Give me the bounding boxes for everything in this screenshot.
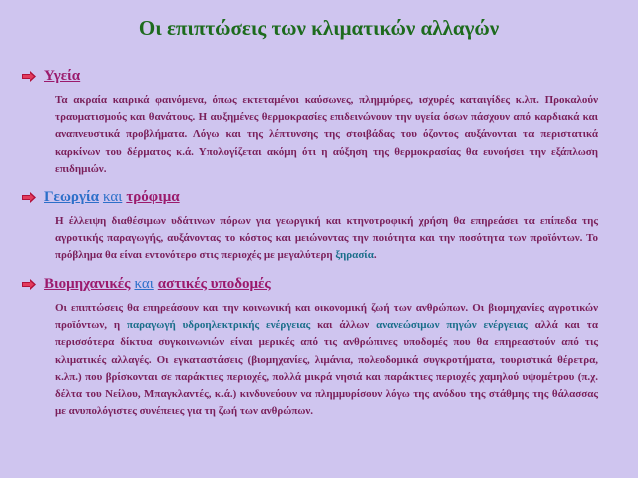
industry-text-2: και άλλων (310, 319, 377, 332)
agriculture-link[interactable]: Γεωργία (44, 189, 99, 205)
industry-text-1: Οι επιπτώσεις θα επηρεάσουν και την κοινωνική και οικονομική ζωή των ανθρώπων. Οι βιομηχανίες αγροτικών προϊόντων, η (55, 302, 598, 332)
hydroelectric-link[interactable]: παραγωγή υδροηλεκτρικής ενέργειας (126, 319, 311, 332)
industry-paragraph (55, 300, 598, 420)
agriculture-text-end: . (373, 249, 377, 262)
industry-link[interactable]: Βιομηχανικές (44, 276, 131, 292)
agriculture-text: Η έλλειψη διαθέσιμων υδάτινων πόρων για γεωργική και κτηνοτροφική χρήση θα επηρεάσει τα επίπεδα της αγροτικής παραγωγής, αυξάνοντας το κόστος και μειώνοντας την ποιότητα και την ποσότητα των προϊόντων. Το πρόβλημα θα είναι εντονότερο στις περιοχές με μεγαλύτερη (55, 215, 598, 262)
heading-connector-text: και (134, 276, 154, 292)
section-heading-agriculture (36, 189, 180, 206)
health-link[interactable]: Υγεία (44, 68, 81, 84)
section-heading-industry (36, 276, 271, 293)
arrow-bullet-icon (22, 192, 36, 203)
agriculture-paragraph (55, 213, 598, 265)
arrow-bullet-icon (22, 279, 36, 290)
urban-infrastructure-link[interactable]: αστικές υποδομές (157, 276, 271, 292)
section-heading-health (36, 68, 80, 85)
industry-text-3: αλλά και τα περισσότερα δίκτυα συγκοινωνιών είναι μερικές από τις ανθρώπινες υποδομές που θα επηρεαστούν από τις κλιματικές αλλαγές. Οι εγκαταστάσεις (βιομηχανίες, λιμάνια, πολεοδομικά συγκροτήματα, τουριστικά θέρετρα, κ.λπ.) που βρίσκονται σε παράκτιες περιοχές, πολλά μικρά νησιά και παράκτιες περιοχές χαμηλού υψομέτρου (π.χ. δέλτα του Νείλου, Μπαγκλαντές, κ.ά.) κινδυνεύουν να πλημμυρίσουν λόγω της ανόδου της στάθμης της θάλασσας με ανυπολόγιστες συνέπειες για τη ζωή των ανθρώπων. (55, 319, 598, 418)
food-link[interactable]: τρόφιμα (126, 189, 180, 205)
heading-connector-text: και (102, 189, 123, 205)
drought-link[interactable]: ξηρασία (335, 249, 374, 262)
arrow-bullet-icon (22, 71, 36, 82)
health-paragraph: Τα ακραία καιρικά φαινόμενα, όπως εκτεταμένοι καύσωνες, πλημμύρες, ισχυρές καταιγίδες κ.λπ. Προκαλούν τραυματισμούς και θανάτους. Η αυξημένες θερμοκρασίες επιδεινώνουν την υγεία όσων πάσχουν από καρδιακά και αναπνευστικά προβλήματα. Λόγω και της λέπτυνσης της στοιβάδας του όζοντος αυξάνονται τα περιστατικά καρκίνων του δέρματος κ.ά. Υπολογίζεται ακόμη ότι η αύξηση της θερμοκρασίας θα ευνοήσει την εξάπλωση επιδημιών. (55, 94, 598, 175)
renewable-energy-link[interactable]: ανανεώσιμων πηγών ενέργειας (376, 319, 528, 332)
slide-title: Οι επιπτώσεις των κλιματικών αλλαγών (138, 16, 500, 40)
